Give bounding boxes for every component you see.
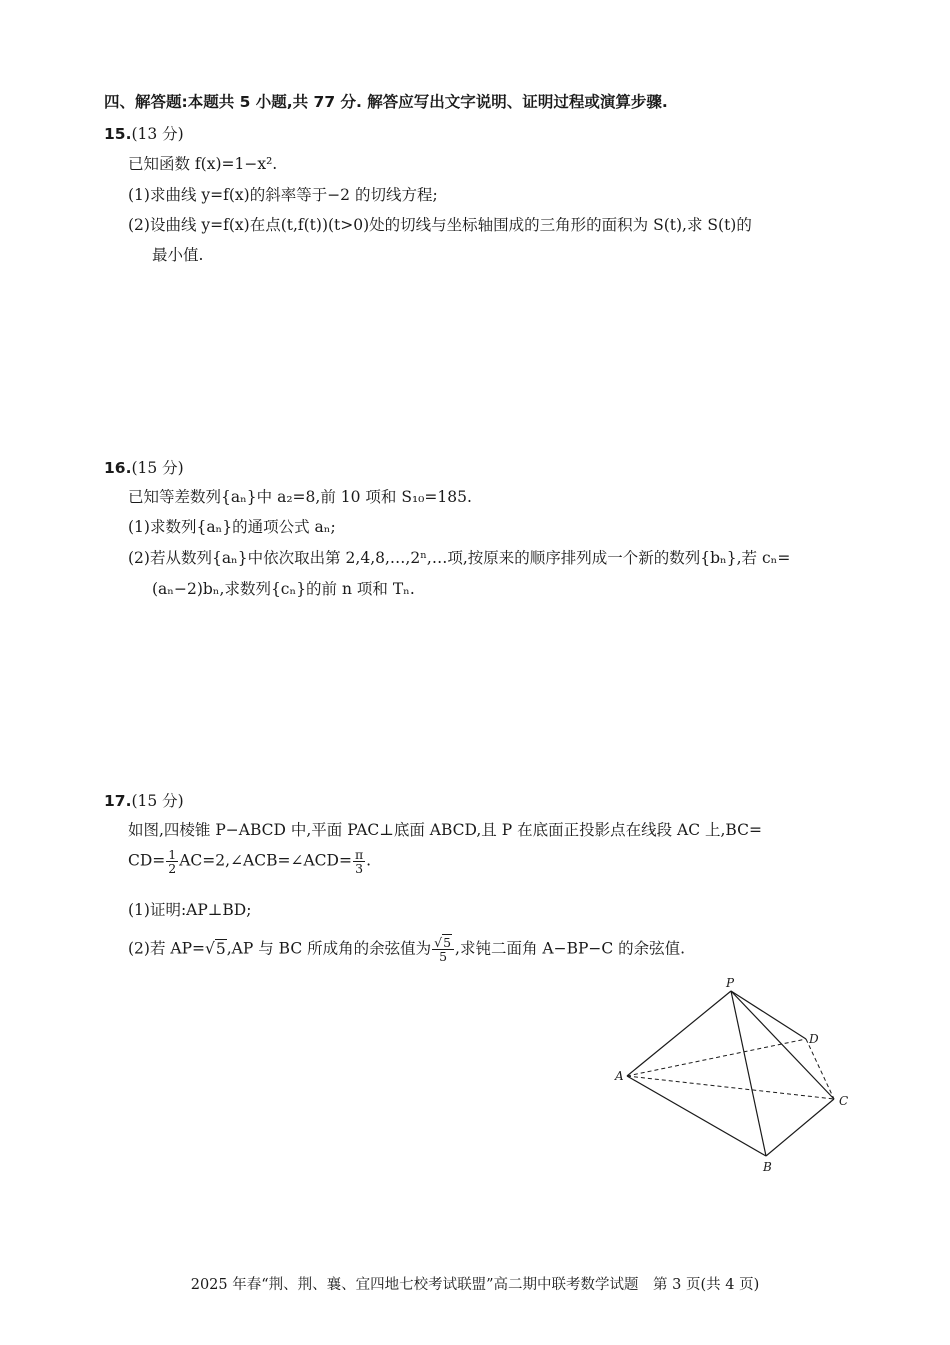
fraction-denominator: 3 [355, 861, 364, 877]
q16-stem: 已知等差数列{aₙ}中 a₂=8,前 10 项和 S₁₀=185. [128, 488, 472, 506]
q17-stem-cd: CD= [128, 851, 166, 870]
edge-ac-hidden [627, 1076, 834, 1099]
q15-part2-line2: 最小值. [152, 246, 204, 264]
fraction-pi-over-3 [353, 848, 365, 875]
sqrt-radicand: 5 [443, 935, 452, 950]
q17-score: (15 分) [131, 792, 184, 810]
q15-part2-line1: (2)设曲线 y=f(x)在点(t,f(t))(t>0)处的切线与坐标轴围成的三角形的面积为 S(t),求 S(t)的 [128, 216, 752, 234]
q16-part2-line2: (aₙ−2)bₙ,求数列{cₙ}的前 n 项和 Tₙ. [152, 580, 415, 598]
label-b: B [763, 1160, 772, 1174]
edge-bc [766, 1099, 834, 1156]
fraction-sqrt5-over-5 [432, 936, 454, 963]
fraction-denominator: 5 [439, 949, 448, 965]
fraction-numerator: 1 [168, 847, 177, 862]
q17-part2-cos: ,AP 与 BC 所成角的余弦值为 [226, 939, 432, 958]
edge-pb [731, 991, 766, 1156]
fraction-denominator: 2 [168, 861, 177, 877]
q17-number: 17. [104, 792, 132, 810]
label-p: P [726, 976, 735, 990]
q15-score: (13 分) [131, 125, 184, 143]
q16-header [104, 456, 184, 478]
edge-ab [627, 1076, 766, 1156]
label-a: A [615, 1069, 624, 1083]
q16-score: (15 分) [131, 459, 184, 477]
q17-part2-ask: ,求钝二面角 A−BP−C 的余弦值. [455, 939, 686, 958]
fraction-one-half [166, 848, 178, 875]
pyramid-figure [600, 975, 870, 1180]
q17-stem-line2 [128, 848, 371, 875]
q15-header [104, 122, 184, 144]
sqrt-symbol: √ [434, 935, 443, 950]
edge-ad-hidden [627, 1039, 806, 1076]
page-footer: 2025 年春“荆、荆、襄、宜四地七校考试联盟”高二期中联考数学试题 第 3 页(共 4 页) [190, 1277, 760, 1293]
q17-part2-ap: (2)若 AP=√ [128, 939, 215, 958]
edge-pd [731, 991, 806, 1039]
q16-part2-line1: (2)若从数列{aₙ}中依次取出第 2,4,8,…,2ⁿ,…项,按原来的顺序排列成一个新的数列{bₙ},若 cₙ= [128, 549, 791, 567]
q17-stem-line1: 如图,四棱锥 P−ABCD 中,平面 PAC⊥底面 ABCD,且 P 在底面正投影点在线段 AC 上,BC= [128, 821, 762, 839]
q16-part1: (1)求数列{aₙ}的通项公式 aₙ; [128, 518, 336, 536]
q17-stem-period: . [366, 851, 372, 870]
sqrt-five: 5 [215, 939, 226, 958]
edge-ap [627, 991, 731, 1076]
q17-stem-ac: AC=2,∠ACB=∠ACD= [179, 851, 352, 870]
q17-header [104, 789, 184, 811]
fraction-numerator [432, 936, 454, 950]
label-c: C [839, 1094, 849, 1108]
q15-stem: 已知函数 f(x)=1−x². [128, 155, 278, 173]
q15-part1: (1)求曲线 y=f(x)的斜率等于−2 的切线方程; [128, 186, 438, 204]
q17-part1: (1)证明:AP⊥BD; [128, 901, 252, 919]
q17-part2 [128, 936, 685, 963]
label-d: D [809, 1032, 819, 1046]
edge-dc-hidden [806, 1039, 834, 1099]
section-header: 四、解答题:本题共 5 小题,共 77 分. 解答应写出文字说明、证明过程或演算步骤. [104, 93, 668, 111]
fraction-numerator: π [354, 847, 364, 862]
q15-number: 15. [104, 125, 132, 143]
q16-number: 16. [104, 459, 132, 477]
